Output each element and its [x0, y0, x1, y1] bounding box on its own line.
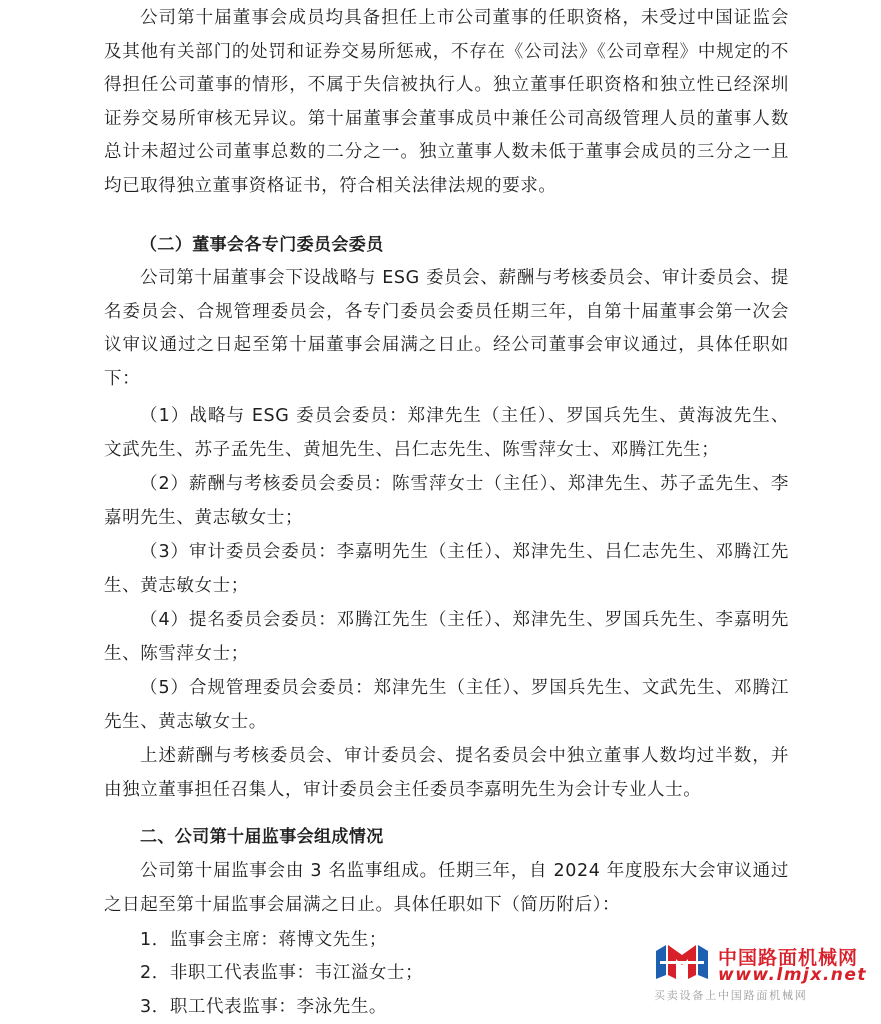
- paragraph-committees-note: 上述薪酬与考核委员会、审计委员会、提名委员会中独立董事人数均过半数，并由独立董事担任召集人，审计委员会主任委员李嘉明先生为会计专业人士。: [104, 746, 789, 800]
- watermark-site-name: 中国路面机械网: [718, 947, 859, 969]
- committee-item-compliance: （5）合规管理委员会委员：郑津先生（主任）、罗国兵先生、文武先生、邓腾江先生、黄志敏女士。: [104, 678, 789, 732]
- heading-committees: （二）董事会各专门委员会委员: [140, 235, 384, 255]
- committee-item-strategy: （1）战略与 ESG 委员会委员：郑津先生（主任）、罗国兵先生、黄海波先生、文武先生、苏子孟先生、黄旭先生、吕仁志先生、陈雪萍女士、邓腾江先生；: [104, 406, 789, 460]
- committee-item-compensation: （2）薪酬与考核委员会委员：陈雪萍女士（主任）、郑津先生、苏子孟先生、李嘉明先生、黄志敏女士；: [104, 474, 789, 528]
- watermark-url: www.lmjx.net: [718, 965, 868, 985]
- supervisor-item-nonstaff: 2．非职工代表监事：韦江溢女士；: [140, 963, 424, 983]
- watermark: [652, 937, 881, 1007]
- supervisor-item-staff: 3．职工代表监事：李泳先生。: [140, 997, 388, 1017]
- paragraph-committees-intro: 公司第十届董事会下设战略与 ESG 委员会、薪酬与考核委员会、审计委员会、提名委员会、合规管理委员会，各专门委员会委员任期三年，自第十届董事会第一次会议审议通过之日起至第十届董事会届满之日止。经公司董事会审议通过，具体任职如下：: [104, 268, 789, 389]
- committee-item-audit: （3）审计委员会委员：李嘉明先生（主任）、郑津先生、吕仁志先生、邓腾江先生、黄志敏女士；: [104, 542, 789, 596]
- watermark-slogan: 买卖设备上中国路面机械网: [654, 989, 808, 1002]
- watermark-logo-icon: [652, 941, 710, 983]
- heading-supervisory: 二、公司第十届监事会组成情况: [140, 827, 384, 847]
- paragraph-board-qualification: 公司第十届董事会成员均具备担任上市公司董事的任职资格，未受过中国证监会及其他有关部门的处罚和证券交易所惩戒，不存在《公司法》《公司章程》中规定的不得担任公司董事的情形，不属于失信被执行人。独立董事任职资格和独立性已经深圳证券交易所审核无异议。第十届董事会董事成员中兼任公司高级管理人员的董事人数总计未超过公司董事总数的二分之一。独立董事人数未低于董事会成员的三分之一且均已取得独立董事资格证书，符合相关法律法规的要求。: [104, 8, 789, 196]
- supervisor-item-chair: 1．监事会主席：蒋博文先生；: [140, 930, 388, 950]
- committee-item-nomination: （4）提名委员会委员：邓腾江先生（主任）、郑津先生、罗国兵先生、李嘉明先生、陈雪萍女士；: [104, 610, 789, 664]
- paragraph-supervisory-intro: 公司第十届监事会由 3 名监事组成。任期三年，自 2024 年度股东大会审议通过之日起至第十届监事会届满之日止。具体任职如下（简历附后）：: [104, 861, 789, 915]
